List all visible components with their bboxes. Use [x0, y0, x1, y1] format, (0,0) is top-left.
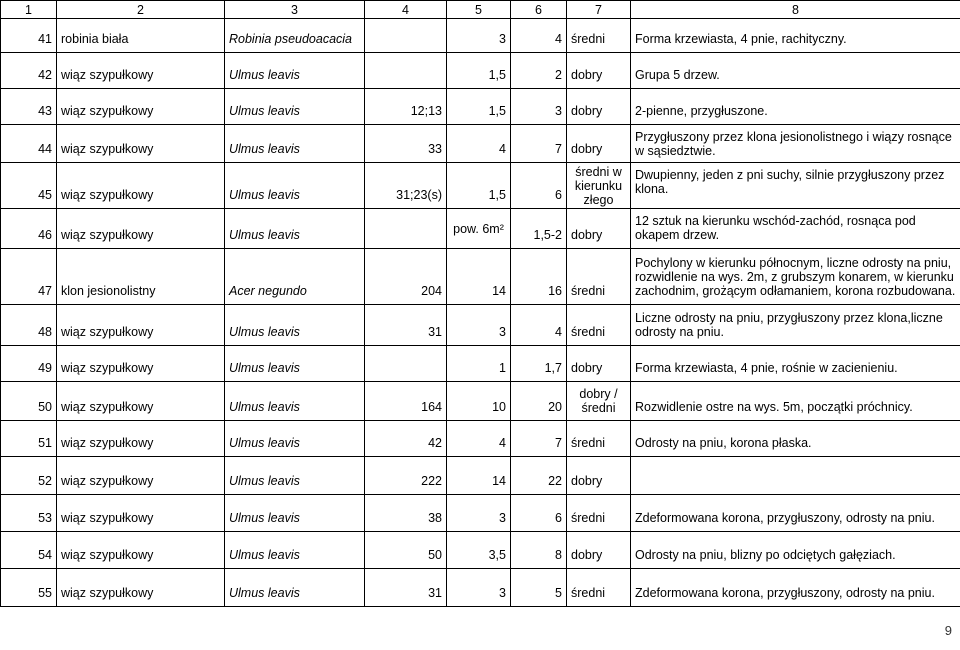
crown-diameter: 6 [511, 495, 567, 532]
remarks: Forma krzewiasta, 4 pnie, rachityczny. [631, 19, 960, 53]
height: 14 [447, 457, 511, 495]
condition: dobry [567, 457, 631, 495]
header-cell: 6 [511, 1, 567, 19]
condition: dobry [567, 53, 631, 89]
crown-diameter: 5 [511, 569, 567, 607]
table-row [1, 495, 960, 532]
species-name: wiąz szypułkowy [57, 382, 225, 421]
trunk-circumference: 50 [365, 532, 447, 569]
trunk-circumference [365, 209, 447, 249]
species-name: wiąz szypułkowy [57, 305, 225, 346]
height: 3 [447, 495, 511, 532]
trunk-circumference: 164 [365, 382, 447, 421]
latin-name: Ulmus leavis [225, 163, 365, 209]
species-name: wiąz szypułkowy [57, 421, 225, 457]
header-row [1, 1, 960, 19]
remarks: Odrosty na pniu, blizny po odciętych gałęziach. [631, 532, 960, 569]
latin-name: Ulmus leavis [225, 209, 365, 249]
latin-name: Ulmus leavis [225, 382, 365, 421]
trunk-circumference: 38 [365, 495, 447, 532]
row-number: 49 [1, 346, 57, 382]
species-name: wiąz szypułkowy [57, 53, 225, 89]
remarks: Zdeformowana korona, przygłuszony, odrosty na pniu. [631, 569, 960, 607]
species-name: klon jesionolistny [57, 249, 225, 305]
trunk-circumference: 204 [365, 249, 447, 305]
latin-name: Ulmus leavis [225, 89, 365, 125]
table-row [1, 249, 960, 305]
row-number: 52 [1, 457, 57, 495]
trunk-circumference: 31;23(s) [365, 163, 447, 209]
table-row [1, 163, 960, 209]
row-number: 55 [1, 569, 57, 607]
species-name: wiąz szypułkowy [57, 346, 225, 382]
crown-diameter: 1,5-2 [511, 209, 567, 249]
trunk-circumference [365, 53, 447, 89]
table-row [1, 89, 960, 125]
height: 1,5 [447, 89, 511, 125]
crown-diameter: 16 [511, 249, 567, 305]
remarks: Liczne odrosty na pniu, przygłuszony przez klona,liczne odrosty na pniu. [631, 305, 960, 346]
table-row [1, 209, 960, 249]
condition: dobry [567, 346, 631, 382]
row-number: 54 [1, 532, 57, 569]
latin-name: Ulmus leavis [225, 569, 365, 607]
crown-diameter: 7 [511, 421, 567, 457]
remarks: Odrosty na pniu, korona płaska. [631, 421, 960, 457]
condition: średni [567, 305, 631, 346]
header-cell: 5 [447, 1, 511, 19]
row-number: 50 [1, 382, 57, 421]
remarks: 12 sztuk na kierunku wschód-zachód, rosnąca pod okapem drzew. [631, 209, 960, 249]
crown-diameter: 7 [511, 125, 567, 163]
trunk-circumference: 42 [365, 421, 447, 457]
latin-name: Ulmus leavis [225, 421, 365, 457]
row-number: 45 [1, 163, 57, 209]
page-number: 9 [944, 623, 952, 638]
row-number: 48 [1, 305, 57, 346]
trunk-circumference: 31 [365, 569, 447, 607]
remarks [631, 457, 960, 495]
crown-diameter: 6 [511, 163, 567, 209]
crown-diameter: 3 [511, 89, 567, 125]
trunk-circumference [365, 19, 447, 53]
species-name: wiąz szypułkowy [57, 209, 225, 249]
table-row [1, 421, 960, 457]
row-number: 47 [1, 249, 57, 305]
crown-diameter: 1,7 [511, 346, 567, 382]
remarks: Pochylony w kierunku północnym, liczne odrosty na pniu, rozwidlenie na wys. 2m, z grubszym konarem, w kierunku zachodnim, grożącym odłamaniem, korona rozbudowana. [631, 249, 960, 305]
row-number: 42 [1, 53, 57, 89]
row-number: 43 [1, 89, 57, 125]
crown-diameter: 2 [511, 53, 567, 89]
height: 1,5 [447, 163, 511, 209]
condition: dobry [567, 532, 631, 569]
species-name: robinia biała [57, 19, 225, 53]
species-name: wiąz szypułkowy [57, 569, 225, 607]
height: 3 [447, 19, 511, 53]
latin-name: Acer negundo [225, 249, 365, 305]
height: 1 [447, 346, 511, 382]
height: 1,5 [447, 53, 511, 89]
crown-diameter: 20 [511, 382, 567, 421]
height: 3 [447, 569, 511, 607]
condition: średni [567, 249, 631, 305]
crown-diameter: 4 [511, 305, 567, 346]
species-name: wiąz szypułkowy [57, 163, 225, 209]
table-row [1, 53, 960, 89]
condition: dobry /średni [567, 382, 631, 421]
row-number: 53 [1, 495, 57, 532]
latin-name: Ulmus leavis [225, 457, 365, 495]
row-number: 44 [1, 125, 57, 163]
table-row [1, 125, 960, 163]
header-cell: 2 [57, 1, 225, 19]
height: 3 [447, 305, 511, 346]
latin-name: Ulmus leavis [225, 495, 365, 532]
remarks: Zdeformowana korona, przygłuszony, odrosty na pniu. [631, 495, 960, 532]
table-row [1, 457, 960, 495]
condition: średni [567, 421, 631, 457]
remarks: Rozwidlenie ostre na wys. 5m, początki próchnicy. [631, 382, 960, 421]
remarks: 2-pienne, przygłuszone. [631, 89, 960, 125]
trunk-circumference: 12;13 [365, 89, 447, 125]
row-number: 41 [1, 19, 57, 53]
header-cell: 8 [631, 1, 960, 19]
table-row [1, 19, 960, 53]
header-cell: 3 [225, 1, 365, 19]
condition: średni w kierunku złego [567, 163, 631, 209]
condition: średni [567, 569, 631, 607]
latin-name: Ulmus leavis [225, 532, 365, 569]
condition: dobry [567, 89, 631, 125]
remarks: Grupa 5 drzew. [631, 53, 960, 89]
trunk-circumference: 31 [365, 305, 447, 346]
remarks: Przygłuszony przez klona jesionolistnego i wiązy rosnące w sąsiedztwie. [631, 125, 960, 163]
crown-diameter: 8 [511, 532, 567, 569]
latin-name: Robinia pseudoacacia [225, 19, 365, 53]
crown-diameter: 22 [511, 457, 567, 495]
latin-name: Ulmus leavis [225, 125, 365, 163]
species-name: wiąz szypułkowy [57, 532, 225, 569]
condition: dobry [567, 125, 631, 163]
table-row [1, 305, 960, 346]
height: 4 [447, 421, 511, 457]
species-name: wiąz szypułkowy [57, 495, 225, 532]
trunk-circumference: 222 [365, 457, 447, 495]
latin-name: Ulmus leavis [225, 305, 365, 346]
species-name: wiąz szypułkowy [57, 457, 225, 495]
table-row [1, 569, 960, 607]
remarks: Dwupienny, jeden z pni suchy, silnie przygłuszony przez klona. [631, 163, 960, 209]
table-row [1, 346, 960, 382]
table-row [1, 382, 960, 421]
header-cell: 1 [1, 1, 57, 19]
trunk-circumference: 33 [365, 125, 447, 163]
height: 4 [447, 125, 511, 163]
height: 14 [447, 249, 511, 305]
latin-name: Ulmus leavis [225, 346, 365, 382]
trunk-circumference [365, 346, 447, 382]
remarks: Forma krzewiasta, 4 pnie, rośnie w zacienieniu. [631, 346, 960, 382]
height: pow. 6m² [447, 209, 511, 249]
height: 3,5 [447, 532, 511, 569]
condition: średni [567, 19, 631, 53]
height: 10 [447, 382, 511, 421]
latin-name: Ulmus leavis [225, 53, 365, 89]
row-number: 46 [1, 209, 57, 249]
header-cell: 7 [567, 1, 631, 19]
species-name: wiąz szypułkowy [57, 125, 225, 163]
species-name: wiąz szypułkowy [57, 89, 225, 125]
table-row [1, 532, 960, 569]
header-cell: 4 [365, 1, 447, 19]
condition: dobry [567, 209, 631, 249]
row-number: 51 [1, 421, 57, 457]
crown-diameter: 4 [511, 19, 567, 53]
condition: średni [567, 495, 631, 532]
